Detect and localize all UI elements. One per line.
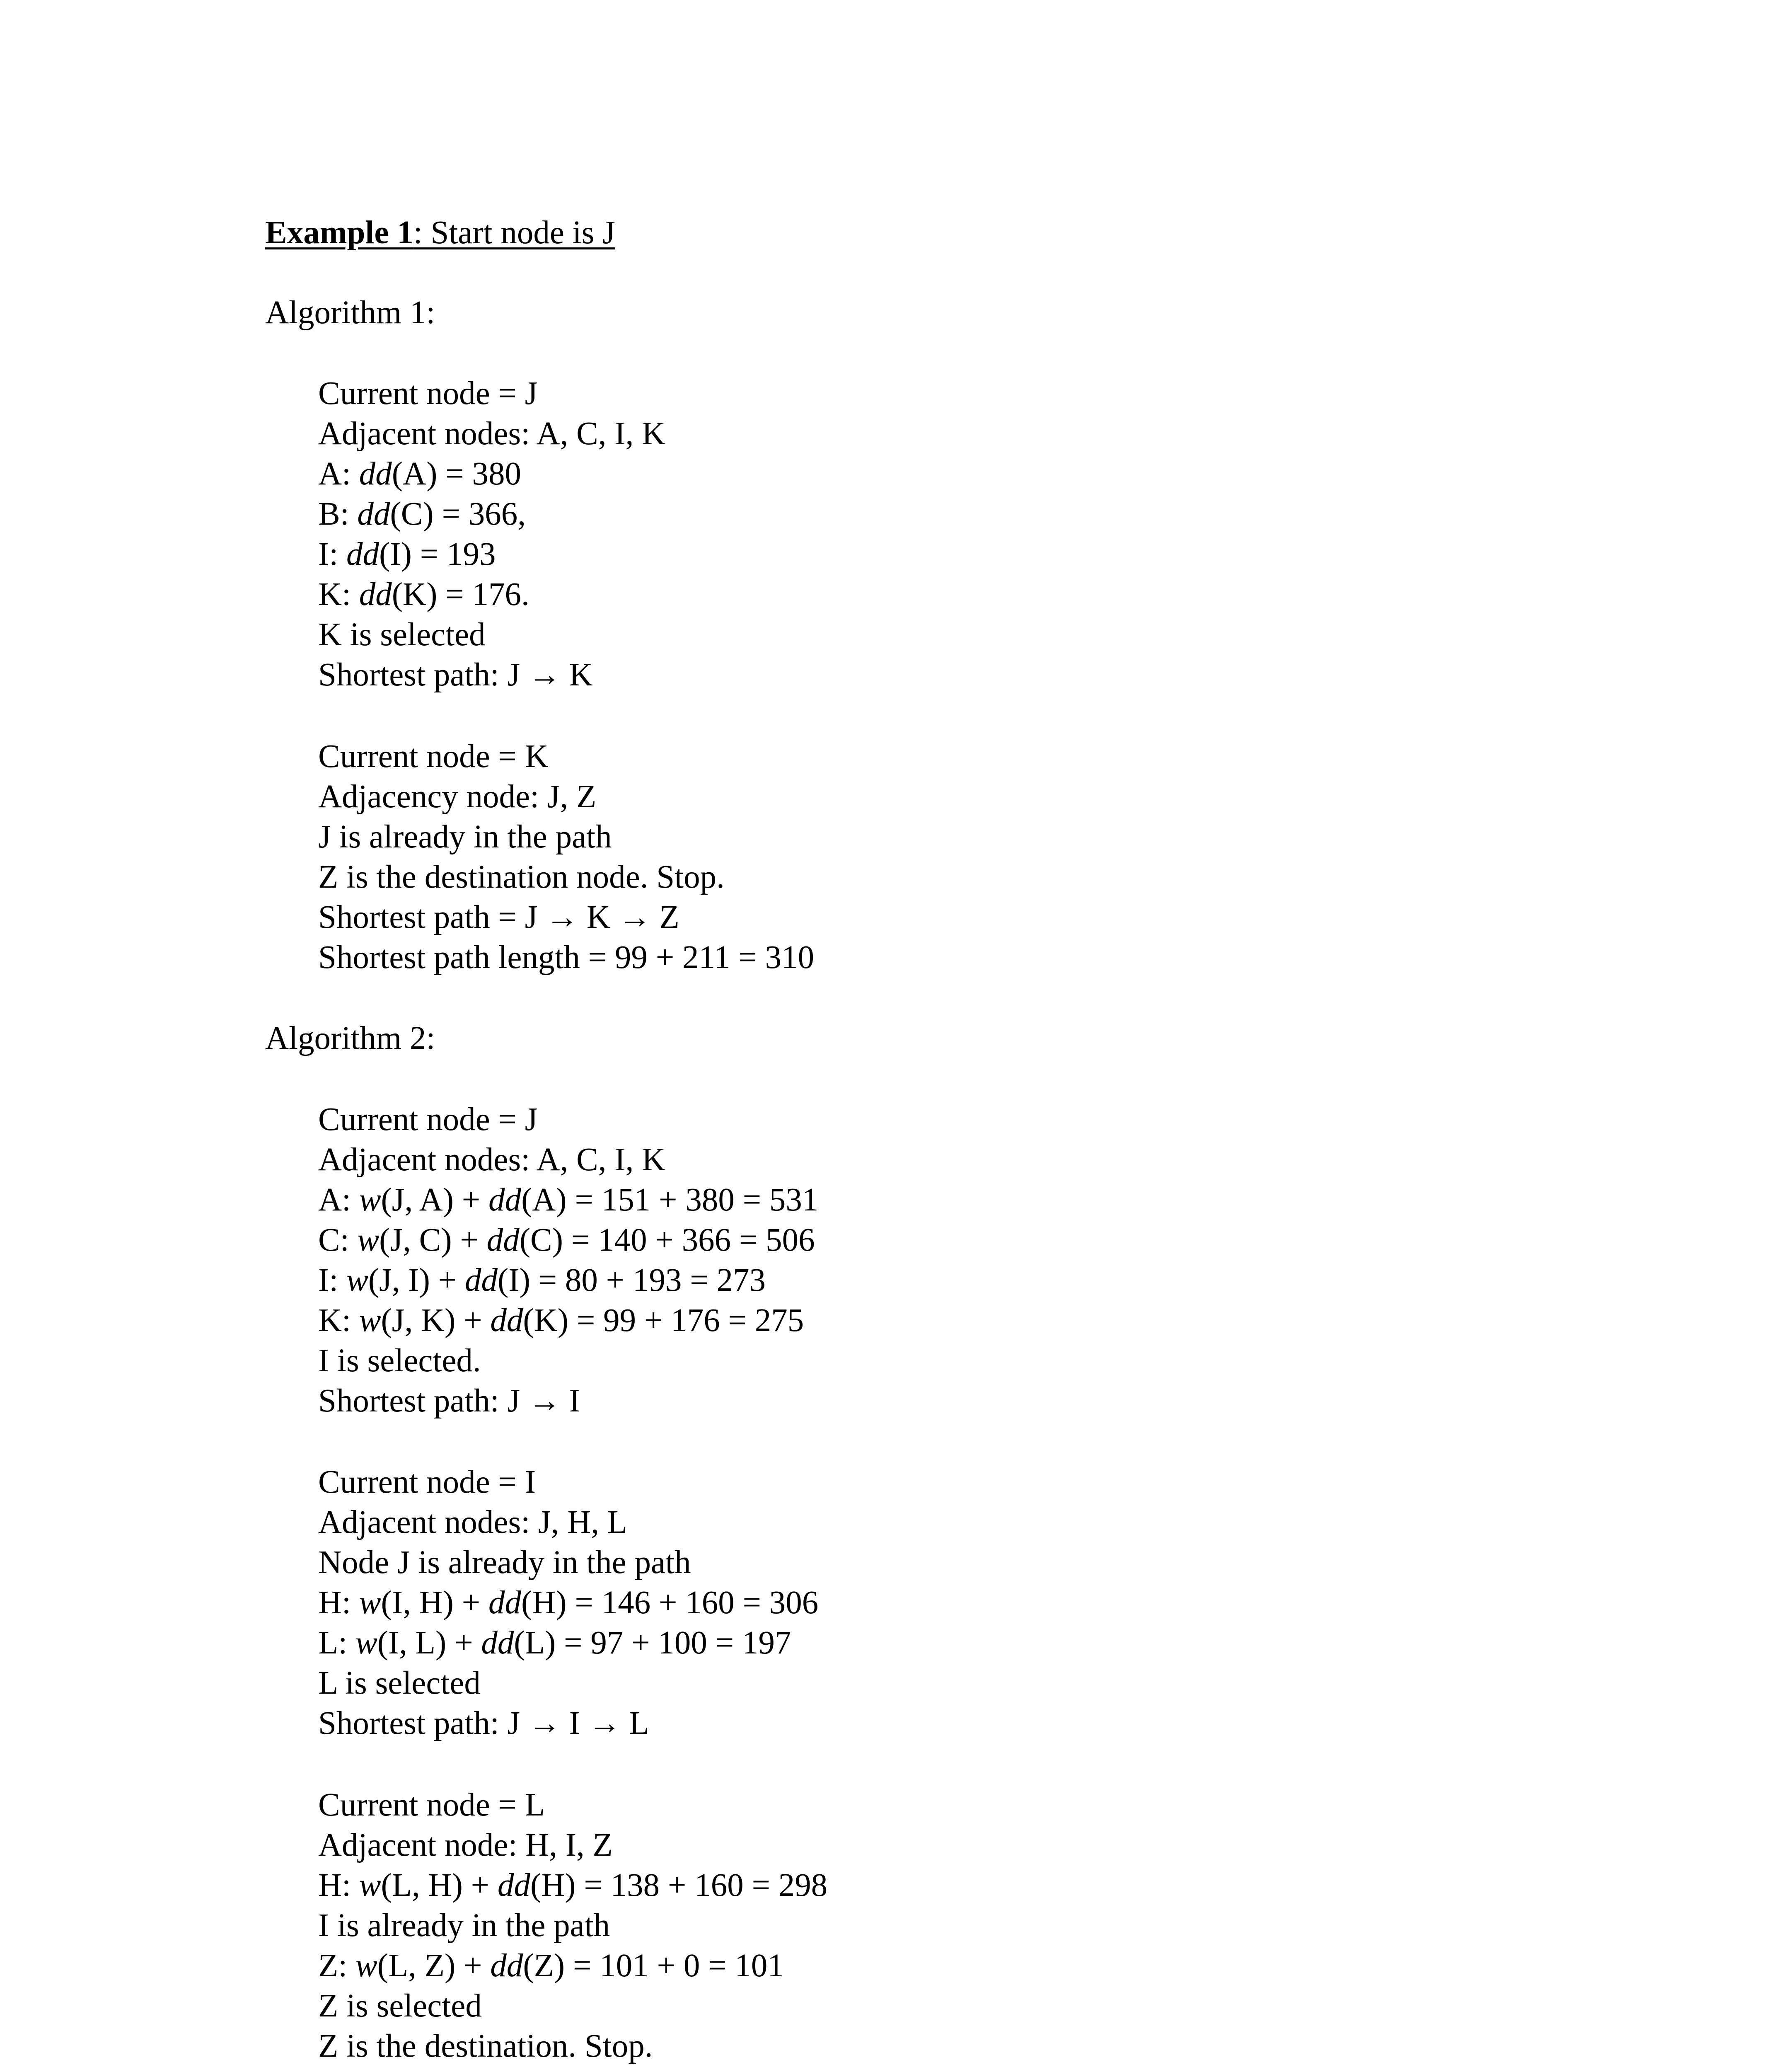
alg2-cost-c: C: w(J, C) + dd(C) = 140 + 366 = 506 [318,1222,815,1258]
alg2-z-destination: Z is the destination. Stop. [318,2028,653,2064]
example-title [265,216,615,249]
algorithm-1-heading: Algorithm 1: [265,295,435,331]
alg1-j-already-in-path: J is already in the path [318,819,612,855]
alg1-current-node-j: Current node = J [318,375,538,411]
alg1-dd-a: A: dd(A) = 380 [318,456,521,492]
alg2-cost-z-from-l: Z: w(L, Z) + dd(Z) = 101 + 0 = 101 [318,1948,784,1984]
alg2-i-selected: I is selected. [318,1343,481,1379]
alg1-z-destination: Z is the destination node. Stop. [318,859,725,895]
alg1-dd-k: K: dd(K) = 176. [318,576,529,612]
alg2-current-node-j: Current node = J [318,1101,538,1138]
alg2-node-j-already-in-path: Node J is already in the path [318,1544,691,1581]
alg2-l-selected: L is selected [318,1665,481,1701]
alg2-cost-i: I: w(J, I) + dd(I) = 80 + 193 = 273 [318,1262,766,1298]
alg2-adjacent-nodes-j: Adjacent nodes: A, C, I, K [318,1142,666,1178]
alg1-dd-i: I: dd(I) = 193 [318,536,496,572]
alg1-dd-c: B: dd(C) = 366, [318,496,526,532]
alg2-cost-h-from-l: H: w(L, H) + dd(H) = 138 + 160 = 298 [318,1867,828,1903]
alg2-shortest-path-ji: Shortest path: J → I [318,1383,580,1419]
alg2-adjacent-node-l: Adjacent node: H, I, Z [318,1827,613,1863]
alg2-shortest-path-jil: Shortest path: J → I → L [318,1705,649,1741]
alg1-adjacency-node-k: Adjacency node: J, Z [318,779,597,815]
alg2-z-selected: Z is selected [318,1988,482,2024]
alg2-adjacent-nodes-i: Adjacent nodes: J, H, L [318,1504,627,1540]
alg1-shortest-path-length: Shortest path length = 99 + 211 = 310 [318,939,815,975]
alg2-current-node-l: Current node = L [318,1787,545,1823]
algorithm-2-heading: Algorithm 2: [265,1020,435,1056]
alg1-shortest-path-jk: Shortest path: J → K [318,657,593,693]
alg1-current-node-k: Current node = K [318,738,549,775]
alg2-cost-a: A: w(J, A) + dd(A) = 151 + 380 = 531 [318,1182,819,1218]
alg1-k-selected: K is selected [318,617,486,653]
alg1-adjacent-nodes-j: Adjacent nodes: A, C, I, K [318,416,666,452]
alg2-current-node-i: Current node = I [318,1464,536,1500]
alg2-i-already-in-path: I is already in the path [318,1907,610,1944]
example-subtitle: : Start node is J [413,215,615,251]
example-label: Example 1 [265,215,413,251]
alg1-shortest-path-jkz: Shortest path = J → K → Z [318,899,679,935]
alg2-cost-k: K: w(J, K) + dd(K) = 99 + 176 = 275 [318,1302,804,1339]
alg2-cost-h-from-i: H: w(I, H) + dd(H) = 146 + 160 = 306 [318,1585,819,1621]
alg2-cost-l-from-i: L: w(I, L) + dd(L) = 97 + 100 = 197 [318,1625,791,1661]
